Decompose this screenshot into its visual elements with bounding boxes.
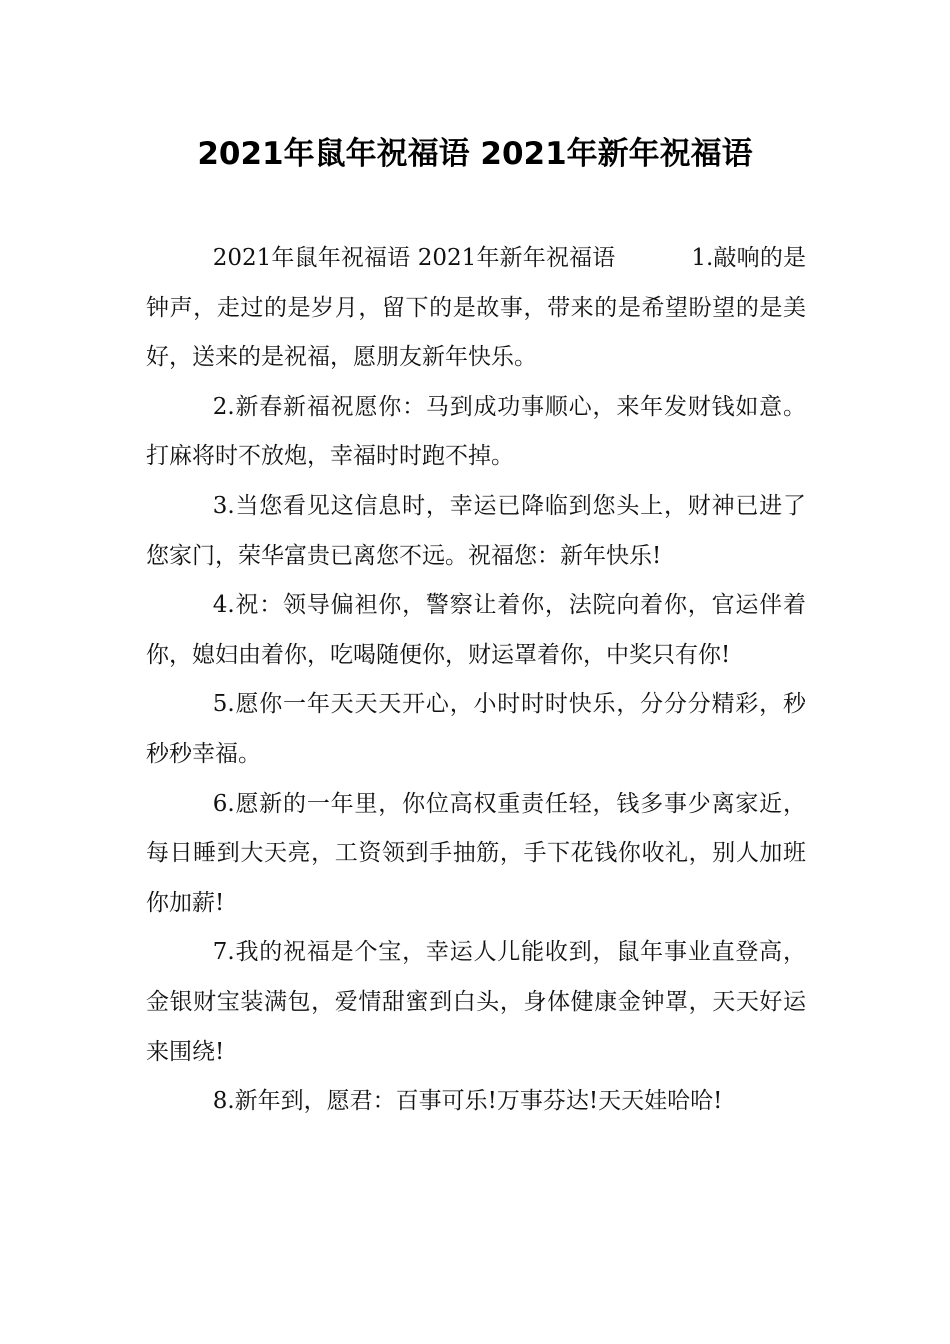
paragraph-3: 3.当您看见这信息时，幸运已降临到您头上，财神已进了您家门，荣华富贵已离您不远。祝福您：新年快乐! bbox=[146, 492, 806, 569]
intro-heading: 2021年鼠年祝福语 2021年新年祝福语 bbox=[212, 245, 616, 271]
paragraph-5: 5.愿你一年天天天开心，小时时时快乐，分分分精彩，秒秒秒幸福。 bbox=[146, 691, 806, 767]
document-title: 2021年鼠年祝福语 2021年新年祝福语 bbox=[197, 136, 753, 172]
paragraph-8: 8.新年到，愿君：百事可乐!万事芬达!天天娃哈哈! bbox=[212, 1088, 723, 1115]
paragraph-1-text: 1.敲响的是钟声，走过的是岁月，留下的是故事，带来的是希望盼望的是美好，送来的是祝福，愿朋友新年快乐。 bbox=[146, 245, 806, 371]
paragraph-2: 2.新春新福祝愿你：马到成功事顺心，来年发财钱如意。打麻将时不放炮，幸福时时跑不掉。 bbox=[146, 393, 806, 470]
paragraph-7: 7.我的祝福是个宝，幸运人儿能收到，鼠年事业直登高，金银财宝装满包，爱情甜蜜到白头，身体健康金钟罩，天天好运来围绕! bbox=[146, 939, 806, 1065]
paragraph-4: 4.祝：领导偏袒你，警察让着你，法院向着你，官运伴着你，媳妇由着你，吃喝随便你，财运罩着你，中奖只有你! bbox=[146, 592, 806, 668]
document-body bbox=[146, 234, 806, 1127]
paragraph-1 bbox=[146, 234, 806, 383]
paragraph-6: 6.愿新的一年里，你位高权重责任轻，钱多事少离家近，每日睡到大天亮，工资领到手抽筋，手下花钱你收礼，别人加班你加薪! bbox=[146, 790, 806, 916]
